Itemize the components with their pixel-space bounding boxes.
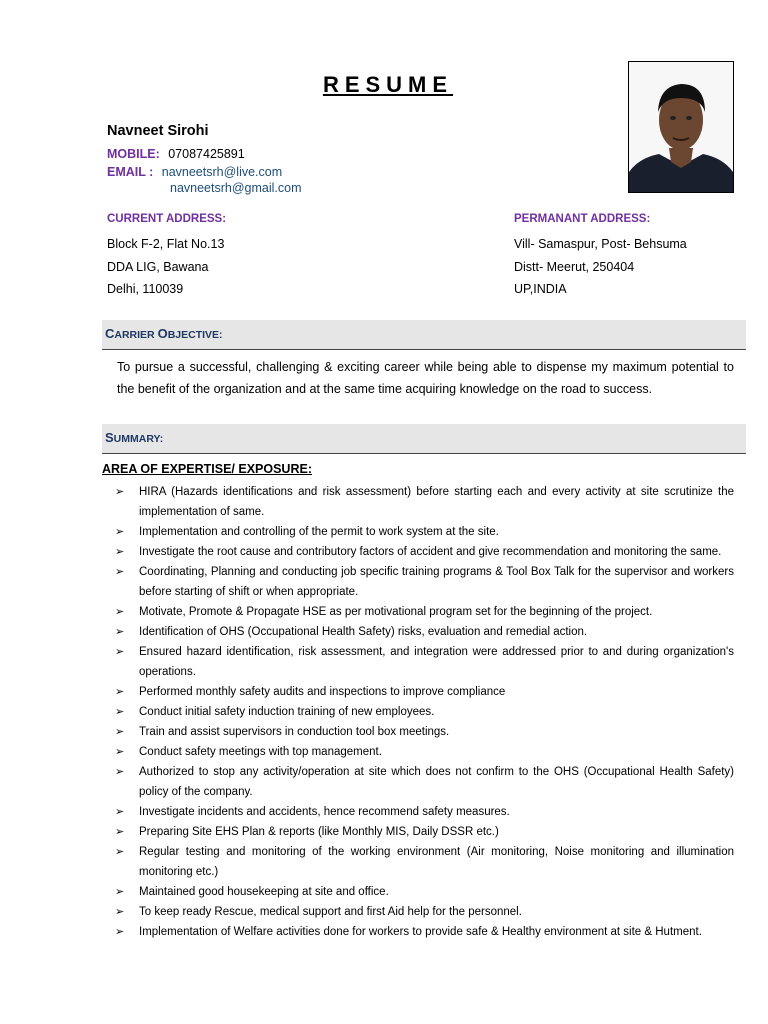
expertise-list-item	[113, 802, 734, 822]
email-link-primary[interactable]: navneetsrh@live.com	[161, 165, 283, 179]
expertise-item-text: HIRA (Hazards identifications and risk assessment) before starting each and every activity at site scrutinize the implementation of same.	[139, 486, 734, 518]
arrow-bullet-icon: ➢	[115, 486, 125, 498]
mobile-number: 07087425891	[168, 147, 245, 161]
expertise-item-text: Investigate incidents and accidents, hence recommend safety measures.	[139, 806, 510, 818]
expertise-item-text: Coordinating, Planning and conducting job specific training programs & Tool Box Talk for the supervisor and workers before starting of shift or when appropriate.	[139, 566, 734, 598]
expertise-list-item	[113, 602, 734, 622]
current-address-line: Block F-2, Flat No.13	[107, 237, 225, 251]
carrier-objective-heading: CARRIER OBJECTIVE:	[105, 326, 223, 341]
permanent-address-heading: PERMANANT ADDRESS:	[514, 213, 651, 225]
arrow-bullet-icon: ➢	[115, 726, 125, 738]
expertise-list-item	[113, 922, 734, 942]
email-link-secondary[interactable]: navneetsrh@gmail.com	[170, 181, 302, 195]
expertise-list-item	[113, 902, 734, 922]
expertise-item-text: Implementation of Welfare activities done for workers to provide safe & Healthy environment at site & Hutment.	[139, 926, 702, 938]
email-row	[107, 163, 282, 181]
mobile-label: MOBILE:	[107, 147, 160, 161]
arrow-bullet-icon: ➢	[115, 686, 125, 698]
arrow-bullet-icon: ➢	[115, 706, 125, 718]
expertise-list-item	[113, 822, 734, 842]
current-address-line: Delhi, 110039	[107, 282, 184, 296]
expertise-list-item	[113, 702, 734, 722]
candidate-name: Navneet Sirohi	[107, 123, 209, 139]
permanent-address-line: UP,INDIA	[514, 282, 567, 296]
expertise-list-item	[113, 642, 734, 682]
expertise-item-text: Motivate, Promote & Propagate HSE as per motivational program set for the beginning of the project.	[139, 606, 653, 618]
expertise-list	[113, 482, 734, 942]
mobile-row	[107, 145, 245, 163]
expertise-item-text: Conduct initial safety induction training of new employees.	[139, 706, 435, 718]
expertise-heading: AREA OF EXPERTISE/ EXPOSURE:	[102, 462, 312, 476]
expertise-list-item	[113, 622, 734, 642]
expertise-list-item	[113, 742, 734, 762]
expertise-list-item	[113, 762, 734, 802]
arrow-bullet-icon: ➢	[115, 846, 125, 858]
expertise-item-text: Investigate the root cause and contributory factors of accident and give recommendation and monitoring the same.	[139, 546, 722, 558]
arrow-bullet-icon: ➢	[115, 626, 125, 638]
profile-photo	[628, 61, 734, 193]
expertise-item-text: Regular testing and monitoring of the working environment (Air monitoring, Noise monitoring and illumination monitoring etc.)	[139, 846, 734, 878]
arrow-bullet-icon: ➢	[115, 746, 125, 758]
expertise-list-item	[113, 562, 734, 602]
arrow-bullet-icon: ➢	[115, 826, 125, 838]
arrow-bullet-icon: ➢	[115, 566, 125, 578]
expertise-list-item	[113, 722, 734, 742]
arrow-bullet-icon: ➢	[115, 766, 125, 778]
expertise-item-text: Identification of OHS (Occupational Health Safety) risks, evaluation and remedial action.	[139, 626, 588, 638]
summary-section-bar	[102, 424, 746, 454]
current-address-line: DDA LIG, Bawana	[107, 260, 209, 274]
arrow-bullet-icon: ➢	[115, 546, 125, 558]
permanent-address-line: Distt- Meerut, 250404	[514, 260, 635, 274]
email-label: EMAIL :	[107, 165, 154, 179]
expertise-item-text: Implementation and controlling of the permit to work system at the site.	[139, 526, 499, 538]
expertise-list-item	[113, 542, 734, 562]
expertise-item-text: Conduct safety meetings with top management.	[139, 746, 382, 758]
arrow-bullet-icon: ➢	[115, 806, 125, 818]
current-address-heading: CURRENT ADDRESS:	[107, 213, 227, 225]
expertise-item-text: Maintained good housekeeping at site and office.	[139, 886, 389, 898]
arrow-bullet-icon: ➢	[115, 906, 125, 918]
summary-heading: SUMMARY:	[105, 430, 164, 445]
arrow-bullet-icon: ➢	[115, 886, 125, 898]
expertise-item-text: Authorized to stop any activity/operation at site which does not confirm to the OHS (Occupational Health Safety) policy of the company.	[139, 766, 734, 798]
person-photo-icon	[629, 62, 733, 192]
expertise-list-item	[113, 522, 734, 542]
expertise-item-text: Performed monthly safety audits and inspections to improve compliance	[139, 686, 506, 698]
expertise-item-text: Ensured hazard identification, risk assessment, and integration were addressed prior to and during organization's operations.	[139, 646, 734, 678]
arrow-bullet-icon: ➢	[115, 646, 125, 658]
permanent-address-line: Vill- Samaspur, Post- Behsuma	[514, 237, 687, 251]
resume-title: RESUME	[322, 72, 454, 97]
arrow-bullet-icon: ➢	[115, 606, 125, 618]
expertise-item-text: To keep ready Rescue, medical support and first Aid help for the personnel.	[139, 906, 522, 918]
arrow-bullet-icon: ➢	[115, 526, 125, 538]
expertise-list-item	[113, 482, 734, 522]
objective-text: To pursue a successful, challenging & exciting career while being able to dispense my maximum potential to the benefit of the organization and at the same time acquiring knowledge on the road to success.	[117, 360, 734, 396]
expertise-item-text: Preparing Site EHS Plan & reports (like Monthly MIS, Daily DSSR etc.)	[139, 826, 499, 838]
expertise-list-item	[113, 882, 734, 902]
arrow-bullet-icon: ➢	[115, 926, 125, 938]
carrier-objective-section-bar	[102, 320, 746, 350]
expertise-item-text: Train and assist supervisors in conduction tool box meetings.	[139, 726, 450, 738]
expertise-list-item	[113, 682, 734, 702]
expertise-list-item	[113, 842, 734, 882]
